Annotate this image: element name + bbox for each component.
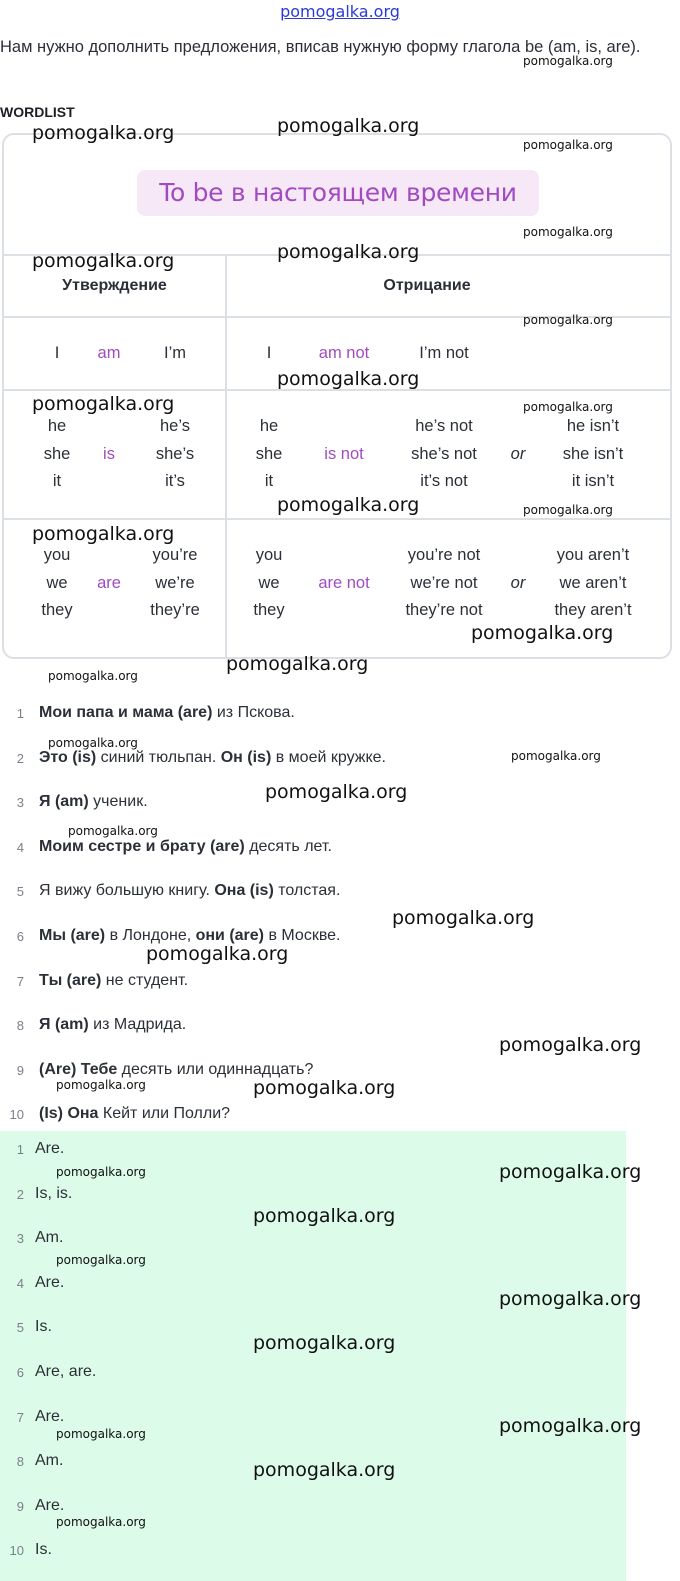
- neg-short-cell: he’s not: [415, 417, 473, 435]
- header-site-link[interactable]: pomogalka.org: [280, 2, 400, 21]
- watermark: pomogalka.org: [32, 250, 175, 272]
- column-header-affirmative: Утверждение: [62, 277, 167, 294]
- neg-verb-cell: am not: [318, 344, 370, 362]
- exercise-keyword: (Are) Тебе: [39, 1061, 118, 1078]
- pronoun-cell: it: [52, 472, 62, 490]
- exercise-keyword: Мои папа и мама (are): [39, 704, 213, 721]
- answer-number: 10: [9, 1543, 24, 1558]
- watermark: pomogalka.org: [523, 503, 613, 517]
- answer-number: 1: [16, 1142, 24, 1157]
- neg-verb-cell: is not: [324, 445, 364, 463]
- watermark: pomogalka.org: [253, 1077, 396, 1099]
- watermark: pomogalka.org: [253, 1459, 396, 1481]
- answer-text: Are.: [35, 1140, 65, 1157]
- answer-text: Is.: [35, 1318, 52, 1335]
- exercise-text: [39, 704, 295, 722]
- watermark: pomogalka.org: [277, 368, 420, 390]
- neg-short-cell: you’re not: [407, 546, 481, 564]
- exercise-fragment: десять лет.: [244, 838, 332, 855]
- exercise-keyword: (Is) Она: [39, 1105, 99, 1122]
- neg-short-alt-cell: you aren’t: [556, 546, 630, 564]
- exercise-text: [39, 882, 340, 900]
- neg-pronoun-cell: I: [266, 344, 272, 362]
- neg-short-alt-cell: it isn’t: [571, 472, 615, 490]
- verb-cell: am: [97, 344, 121, 362]
- answer-text: Is.: [35, 1541, 52, 1558]
- watermark: pomogalka.org: [56, 1165, 146, 1179]
- exercise-fragment: синий тюльпан.: [96, 749, 221, 766]
- pronoun-cell: they: [41, 601, 73, 619]
- neg-pronoun-cell: we: [258, 574, 280, 592]
- exercise-text: [39, 793, 148, 811]
- exercise-fragment: в моей кружке.: [271, 749, 386, 766]
- watermark: pomogalka.org: [253, 1205, 396, 1227]
- exercise-number: 8: [16, 1018, 24, 1033]
- exercise-fragment: ученик.: [88, 793, 148, 810]
- exercise-fragment: Кейт или Полли?: [98, 1105, 231, 1122]
- neg-pronoun-cell: you: [255, 546, 283, 564]
- answer-number: 7: [16, 1410, 24, 1425]
- neg-short-alt-cell: we aren’t: [559, 574, 627, 592]
- or-word: or: [510, 445, 526, 463]
- neg-verb-cell: are not: [318, 574, 370, 592]
- watermark: pomogalka.org: [511, 749, 601, 763]
- pronoun-cell: we: [46, 574, 68, 592]
- exercise-fragment: Я вижу большую книгу.: [39, 882, 215, 899]
- neg-short-alt-cell: she isn’t: [562, 445, 624, 463]
- watermark: pomogalka.org: [392, 907, 535, 929]
- watermark: pomogalka.org: [499, 1034, 642, 1056]
- watermark: pomogalka.org: [32, 393, 175, 415]
- exercise-fragment: в Москве.: [264, 927, 341, 944]
- wordlist-label: WORDLIST: [0, 104, 75, 120]
- answer-number: 5: [16, 1320, 24, 1335]
- watermark: pomogalka.org: [56, 1253, 146, 1267]
- verb-cell: are: [97, 574, 121, 592]
- exercise-number: 2: [16, 751, 24, 766]
- exercise-keyword: Он (is): [220, 749, 272, 766]
- neg-short-cell: I’m not: [419, 344, 469, 362]
- neg-short-alt-cell: he isn’t: [566, 417, 620, 435]
- pronoun-cell: he: [47, 417, 67, 435]
- short-form-cell: you’re: [152, 546, 198, 564]
- short-form-cell: they’re: [150, 601, 200, 619]
- exercise-keyword: Мы (are): [39, 927, 106, 944]
- table-title: To be в настоящем времени: [159, 178, 517, 207]
- exercise-fragment: толстая.: [273, 882, 341, 899]
- watermark: pomogalka.org: [56, 1515, 146, 1529]
- watermark: pomogalka.org: [499, 1288, 642, 1310]
- watermark: pomogalka.org: [523, 400, 613, 414]
- neg-short-cell: they’re not: [405, 601, 483, 619]
- answer-text: Is, is.: [35, 1185, 73, 1202]
- answer-number: 4: [16, 1276, 24, 1291]
- exercise-text: [39, 972, 188, 990]
- watermark: pomogalka.org: [499, 1161, 642, 1183]
- watermark: pomogalka.org: [265, 781, 408, 803]
- task-intro: Нам нужно дополнить предложения, вписав нужную форму глагола be (am, is, are).: [0, 38, 641, 56]
- answer-number: 3: [16, 1231, 24, 1246]
- exercise-number: 1: [16, 706, 24, 721]
- neg-short-cell: she’s not: [411, 445, 477, 463]
- short-form-cell: he’s: [160, 417, 190, 435]
- neg-short-cell: it’s not: [420, 472, 468, 490]
- short-form-cell: I’m: [164, 344, 186, 362]
- answer-text: Are.: [35, 1274, 65, 1291]
- exercise-keyword: Это (is): [39, 749, 97, 766]
- answer-number: 6: [16, 1365, 24, 1380]
- answer-number: 9: [16, 1499, 24, 1514]
- exercise-number: 5: [16, 884, 24, 899]
- watermark: pomogalka.org: [68, 824, 158, 838]
- answer-text: Are.: [35, 1408, 65, 1425]
- answers-panel: [0, 1131, 626, 1581]
- watermark: pomogalka.org: [277, 494, 420, 516]
- exercise-keyword: они (are): [195, 927, 265, 944]
- exercise-number: 4: [16, 840, 24, 855]
- watermark: pomogalka.org: [32, 523, 175, 545]
- watermark: pomogalka.org: [499, 1415, 642, 1437]
- answer-number: 2: [16, 1187, 24, 1202]
- neg-pronoun-cell: she: [255, 445, 283, 463]
- short-form-cell: it’s: [165, 472, 185, 490]
- watermark: pomogalka.org: [523, 225, 613, 239]
- exercise-keyword: Я (am): [39, 1016, 89, 1033]
- watermark: pomogalka.org: [471, 622, 614, 644]
- exercise-number: 10: [9, 1107, 24, 1122]
- column-header-negative: Отрицание: [383, 277, 471, 294]
- exercise-text: [39, 838, 332, 856]
- exercise-number: 9: [16, 1063, 24, 1078]
- neg-pronoun-cell: it: [264, 472, 274, 490]
- row-divider: [4, 518, 670, 520]
- watermark: pomogalka.org: [56, 1078, 146, 1092]
- neg-pronoun-cell: they: [253, 601, 285, 619]
- column-divider: [225, 254, 227, 659]
- neg-short-alt-cell: they aren’t: [554, 601, 632, 619]
- watermark: pomogalka.org: [277, 115, 420, 137]
- or-word: or: [510, 574, 526, 592]
- answer-text: Are.: [35, 1497, 65, 1514]
- exercise-text: [39, 1105, 230, 1123]
- watermark: pomogalka.org: [48, 669, 138, 683]
- exercise-keyword: Она (is): [214, 882, 274, 899]
- pronoun-cell: she: [43, 445, 71, 463]
- watermark: pomogalka.org: [523, 54, 613, 68]
- exercise-fragment: из Пскова.: [212, 704, 295, 721]
- exercise-keyword: Ты (are): [39, 972, 102, 989]
- exercise-keyword: Моим сестре и брату (are): [39, 838, 245, 855]
- exercise-number: 3: [16, 795, 24, 810]
- exercise-text: [39, 749, 386, 767]
- exercise-number: 7: [16, 974, 24, 989]
- answer-text: Am.: [35, 1229, 64, 1246]
- neg-pronoun-cell: he: [259, 417, 279, 435]
- answer-text: Am.: [35, 1452, 64, 1469]
- pronoun-cell: you: [43, 546, 71, 564]
- exercise-fragment: десять или одиннадцать?: [117, 1061, 314, 1078]
- exercise-fragment: из Мадрида.: [88, 1016, 187, 1033]
- answer-number: 8: [16, 1454, 24, 1469]
- answer-text: Are, are.: [35, 1363, 97, 1380]
- short-form-cell: she’s: [155, 445, 195, 463]
- neg-short-cell: we’re not: [410, 574, 478, 592]
- exercise-keyword: Я (am): [39, 793, 89, 810]
- pronoun-cell: I: [54, 344, 60, 362]
- watermark: pomogalka.org: [523, 138, 613, 152]
- short-form-cell: we’re: [155, 574, 195, 592]
- exercise-fragment: не студент.: [101, 972, 189, 989]
- watermark: pomogalka.org: [523, 313, 613, 327]
- exercise-fragment: в Лондоне,: [105, 927, 196, 944]
- watermark: pomogalka.org: [226, 653, 369, 675]
- watermark: pomogalka.org: [48, 736, 138, 750]
- watermark: pomogalka.org: [56, 1427, 146, 1441]
- verb-cell: is: [103, 445, 115, 463]
- watermark: pomogalka.org: [277, 241, 420, 263]
- exercise-text: [39, 1016, 186, 1034]
- watermark: pomogalka.org: [146, 943, 289, 965]
- watermark: pomogalka.org: [253, 1332, 396, 1354]
- watermark: pomogalka.org: [32, 122, 175, 144]
- exercise-number: 6: [16, 929, 24, 944]
